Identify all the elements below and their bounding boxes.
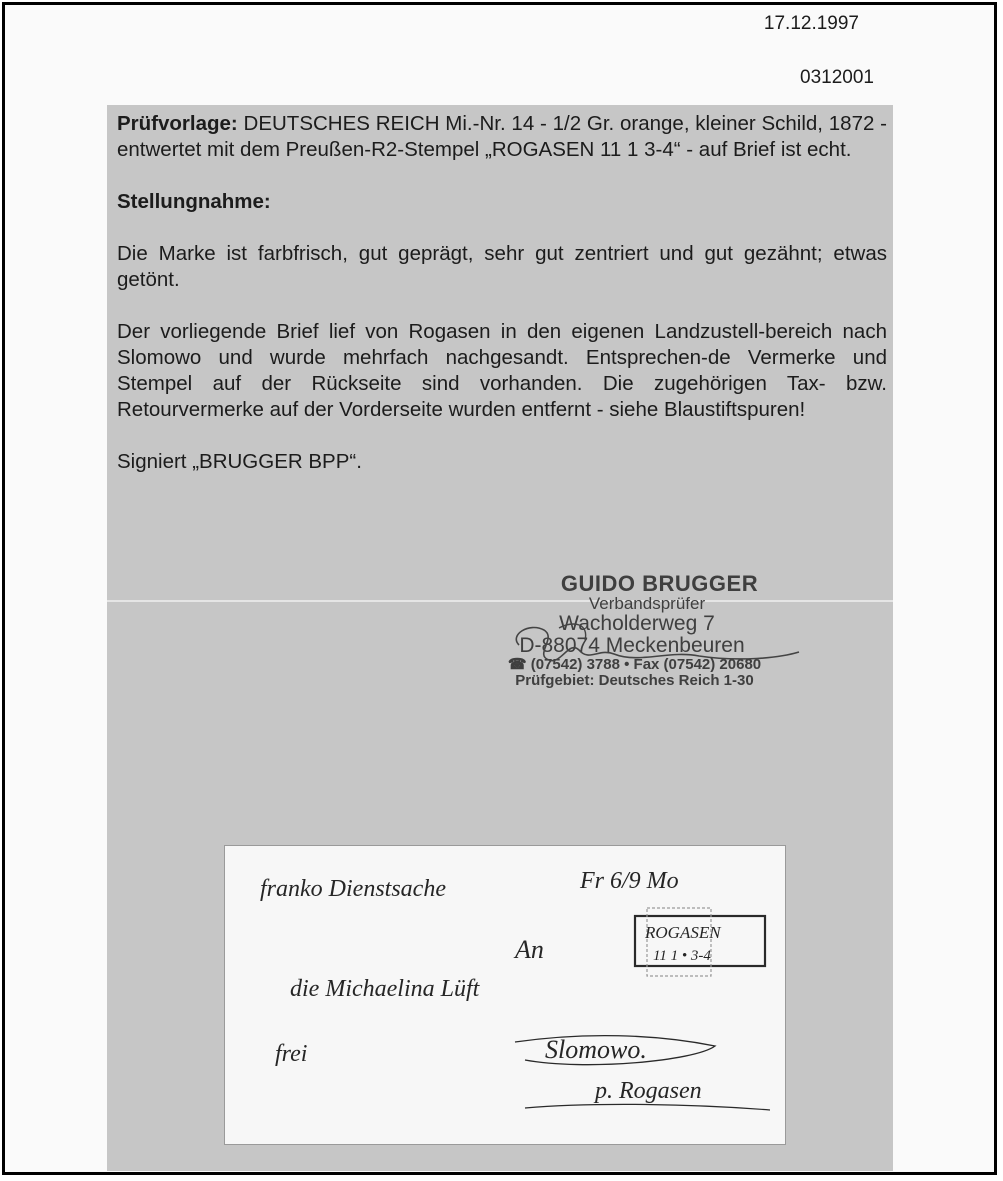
via-underline <box>525 1104 770 1110</box>
letter-line-1: franko Dienstsache <box>260 876 446 902</box>
certificate-panel <box>107 105 893 1171</box>
letter-line-5: frei <box>275 1041 308 1067</box>
cover-paragraph: Der vorliegende Brief lief von Rogasen in den eigenen Landzustell-bereich nach Slomowo und wurde mehrfach nachgesandt. Entsprechen-de Vermerke und Stempel auf der Rückseite sind vorhanden. Die zugehörigen Tax- bzw. Retourvermerke auf der Vorderseite wurden entfernt - siehe Blaustiftspuren! <box>117 320 887 421</box>
examination-item <box>117 111 887 163</box>
expert-city: D-88074 Meckenbeuren <box>519 633 745 657</box>
handwritten-signature <box>499 610 819 680</box>
expert-phone: ☎ (07542) 3788 • Fax (07542) 20680 <box>507 656 762 674</box>
letter-line-6: Slomowo. <box>545 1035 647 1064</box>
letter-line-3: An <box>515 935 544 964</box>
document-date: 17.12.1997 <box>763 13 859 34</box>
cover-letter <box>224 845 786 1145</box>
letter-line-2: Fr 6/9 Mo <box>580 868 679 894</box>
signature-note: Signiert „BRUGGER BPP“. <box>117 450 362 473</box>
postmark-place: ROGASEN <box>645 923 721 942</box>
rogasen-postmark <box>635 908 765 976</box>
expert-area: Prüfgebiet: Deutsches Reich 1-30 <box>515 671 754 689</box>
document-reference: 0312001 <box>800 67 874 88</box>
examination-label: Prüfvorlage: <box>117 112 238 135</box>
postmark-date: 11 1 • 3-4 <box>653 948 711 964</box>
condition-paragraph: Die Marke ist farbfrisch, gut geprägt, sehr gut zentriert und gut gezähnt; etwas getönt. <box>117 242 887 291</box>
expert-name: GUIDO BRUGGER <box>560 571 759 596</box>
letter-line-7: p. Rogasen <box>595 1078 702 1104</box>
certificate-text <box>117 111 887 475</box>
opinion-heading: Stellungnahme: <box>117 190 271 213</box>
letter-drawing <box>225 846 785 1144</box>
letter-line-4: die Michaelina Lüft <box>290 976 480 1002</box>
expert-street: Wacholderweg 7 <box>559 611 715 635</box>
examination-text: DEUTSCHES REICH Mi.-Nr. 14 - 1/2 Gr. orange, kleiner Schild, 1872 - entwertet mit dem Preußen-R2-Stempel „ROGASEN 11 1 3-4“ - auf Brief ist echt. <box>117 112 887 161</box>
expert-role: Verbandsprüfer <box>588 594 706 614</box>
